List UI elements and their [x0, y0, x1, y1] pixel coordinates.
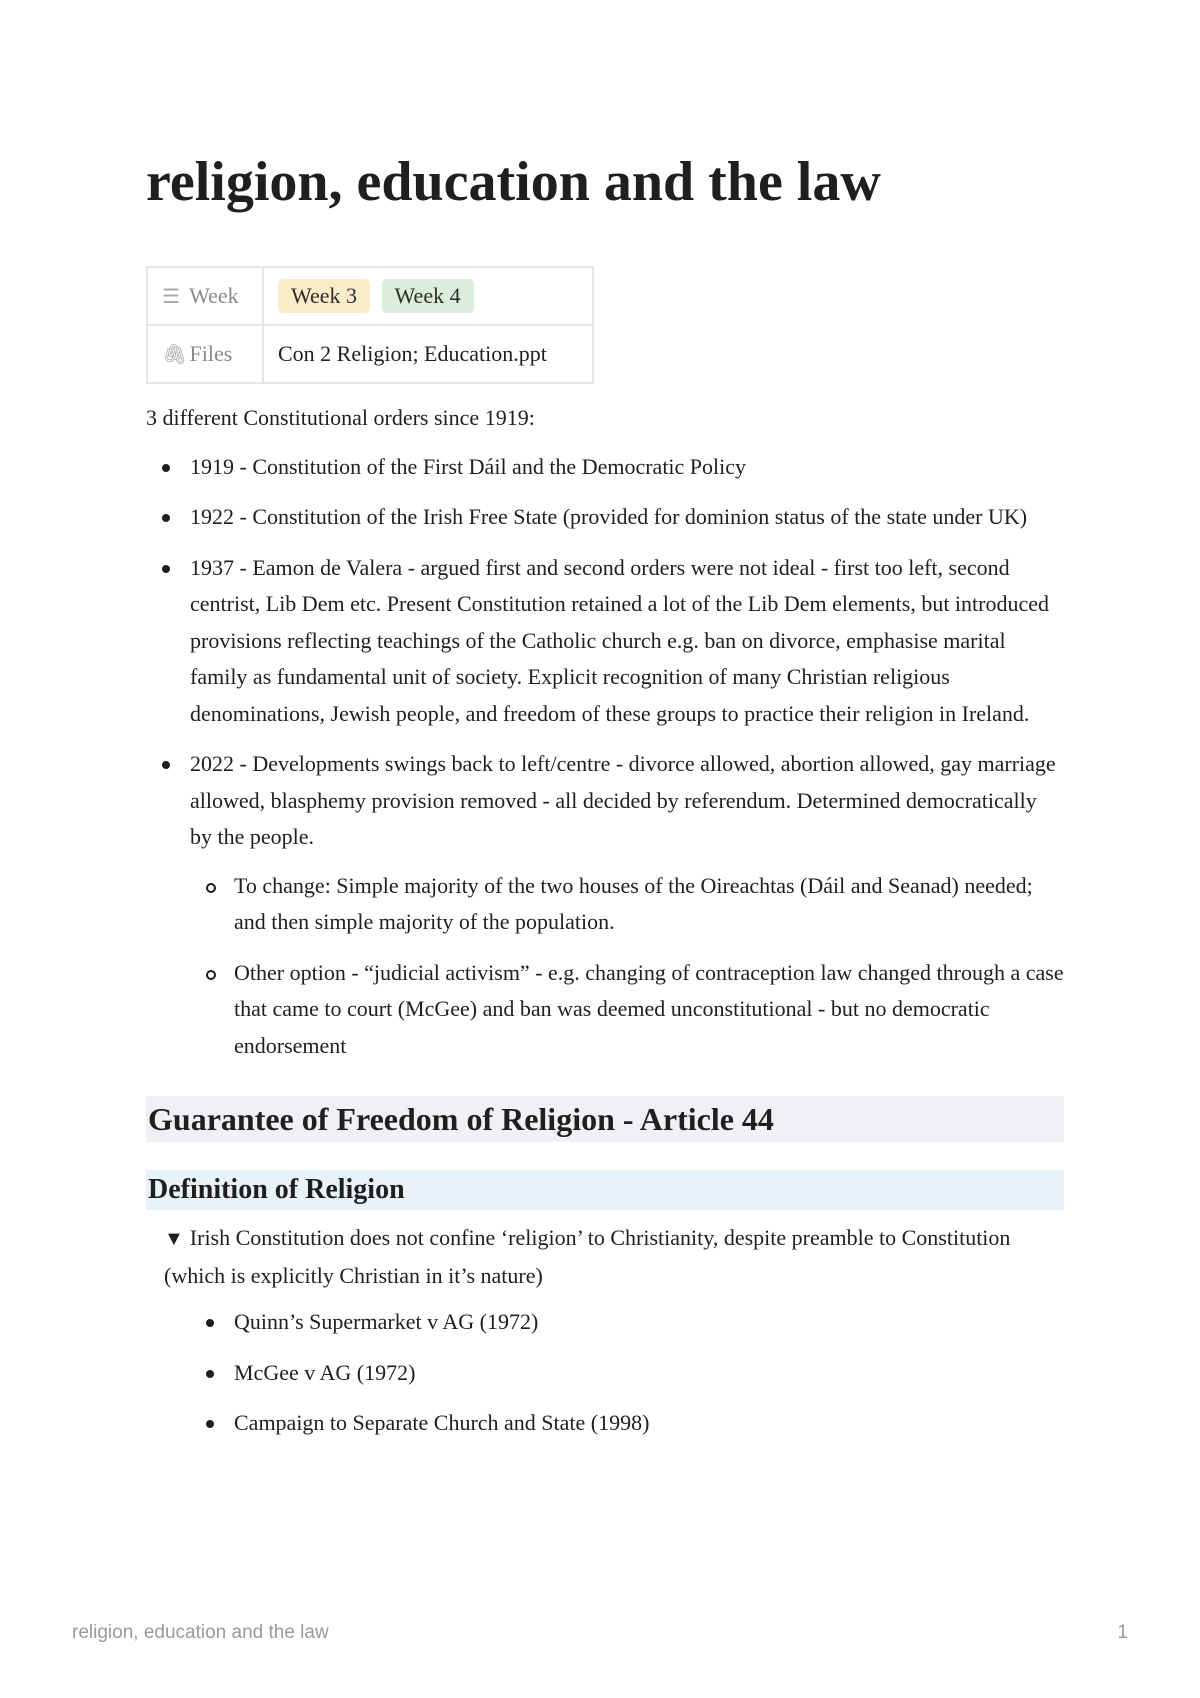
list-item: Campaign to Separate Church and State (1998) — [190, 1405, 1064, 1442]
toggle-block[interactable] — [146, 1220, 1064, 1294]
cases-list — [146, 1304, 1064, 1442]
footer-title: religion, education and the law — [72, 1622, 329, 1643]
list-item: 1922 - Constitution of the Irish Free State (provided for dominion status of the state under UK) — [146, 499, 1064, 536]
toggle-triangle-icon[interactable]: ▼ — [164, 1228, 184, 1250]
properties-table — [146, 266, 594, 384]
files-property-value[interactable]: Con 2 Religion; Education.ppt — [263, 325, 593, 383]
page-number: 1 — [1117, 1622, 1128, 1643]
intro-text: 3 different Constitutional orders since 1919: — [146, 405, 535, 430]
toggle-text: Irish Constitution does not confine ‘religion’ to Christianity, despite preamble to Constitution (which is explicitly Christian in it’s nature) — [164, 1225, 1011, 1288]
page-footer — [72, 1622, 1128, 1644]
list-item: Quinn’s Supermarket v AG (1972) — [190, 1304, 1064, 1341]
week-label: Week — [189, 283, 239, 308]
week-property-value[interactable] — [263, 267, 593, 325]
files-property-row — [147, 325, 593, 383]
list-item: To change: Simple majority of the two houses of the Oireachtas (Dáil and Seanad) needed; and then simple majority of the population. — [190, 868, 1064, 941]
paperclip-icon: 🖇 — [162, 344, 188, 366]
list-icon: ☰ — [162, 286, 180, 308]
article-heading: Guarantee of Freedom of Religion - Article 44 — [146, 1096, 1064, 1142]
list-item-text: 2022 - Developments swings back to left/centre - divorce allowed, abortion allowed, gay marriage allowed, blasphemy provision removed - all decided by referendum. Determined democratically by the people. — [190, 751, 1056, 849]
definition-heading: Definition of Religion — [146, 1170, 1064, 1210]
week-tag[interactable]: Week 3 — [278, 279, 370, 313]
week-property-key — [147, 267, 263, 325]
files-label: Files — [189, 341, 233, 366]
week-tag[interactable]: Week 4 — [382, 279, 474, 313]
list-item — [146, 746, 1064, 1064]
list-item: 1919 - Constitution of the First Dáil and the Democratic Policy — [146, 449, 1064, 486]
document-body — [146, 400, 1064, 1456]
page-title: religion, education and the law — [146, 151, 881, 213]
list-item: 1937 - Eamon de Valera - argued first and second orders were not ideal - first too left, second centrist, Lib Dem etc. Present Constitution retained a lot of the Lib Dem elements, but introduced provisions reflecting teachings of the Catholic church e.g. ban on divorce, emphasise marital family as fundamental unit of society. Explicit recognition of many Christian religious denominations, Jewish people, and freedom of these groups to practice their religion in Ireland. — [146, 550, 1064, 733]
week-property-row — [147, 267, 593, 325]
list-item: Other option - “judicial activism” - e.g. changing of contraception law changed through a case that came to court (McGee) and ban was deemed unconstitutional - but no democratic endorsement — [190, 955, 1064, 1065]
list-item: McGee v AG (1972) — [190, 1355, 1064, 1392]
orders-list — [146, 449, 1064, 1065]
files-property-key — [147, 325, 263, 383]
change-sublist — [190, 868, 1064, 1065]
